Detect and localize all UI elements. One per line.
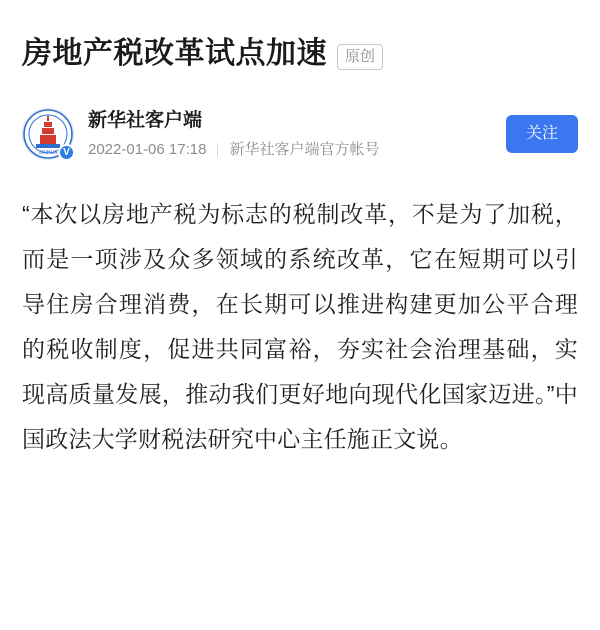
article-title: 房地产税改革试点加速 <box>22 37 327 70</box>
avatar[interactable] <box>22 108 74 160</box>
account-type: 新华社客户端官方帐号 <box>229 141 380 158</box>
verified-badge: V <box>58 144 75 161</box>
original-badge: 原创 <box>337 44 383 70</box>
page-title <box>22 0 578 74</box>
author-bar <box>22 106 578 162</box>
article-body: “本次以房地产税为标志的税制改革，不是为了加税，而是一项涉及众多领域的系统改革，它在短期可以引导住房合理消费，在长期可以推进构建更加公平合理的税收制度，促进共同富裕，夯实社会治理基础，实现高质量发展，推动我们更好地向现代化国家迈进。”中国政法大学财税法研究中心主任施正文说。 <box>22 201 578 452</box>
svg-text:XINHUA: XINHUA <box>38 150 58 156</box>
publish-timestamp: 2022-01-06 17:18 <box>88 141 207 158</box>
author-name[interactable]: 新华社客户端 <box>88 110 203 131</box>
follow-button[interactable]: 关注 <box>506 115 578 153</box>
meta-divider <box>217 143 218 157</box>
author-subline <box>88 140 506 159</box>
author-meta <box>88 109 506 159</box>
